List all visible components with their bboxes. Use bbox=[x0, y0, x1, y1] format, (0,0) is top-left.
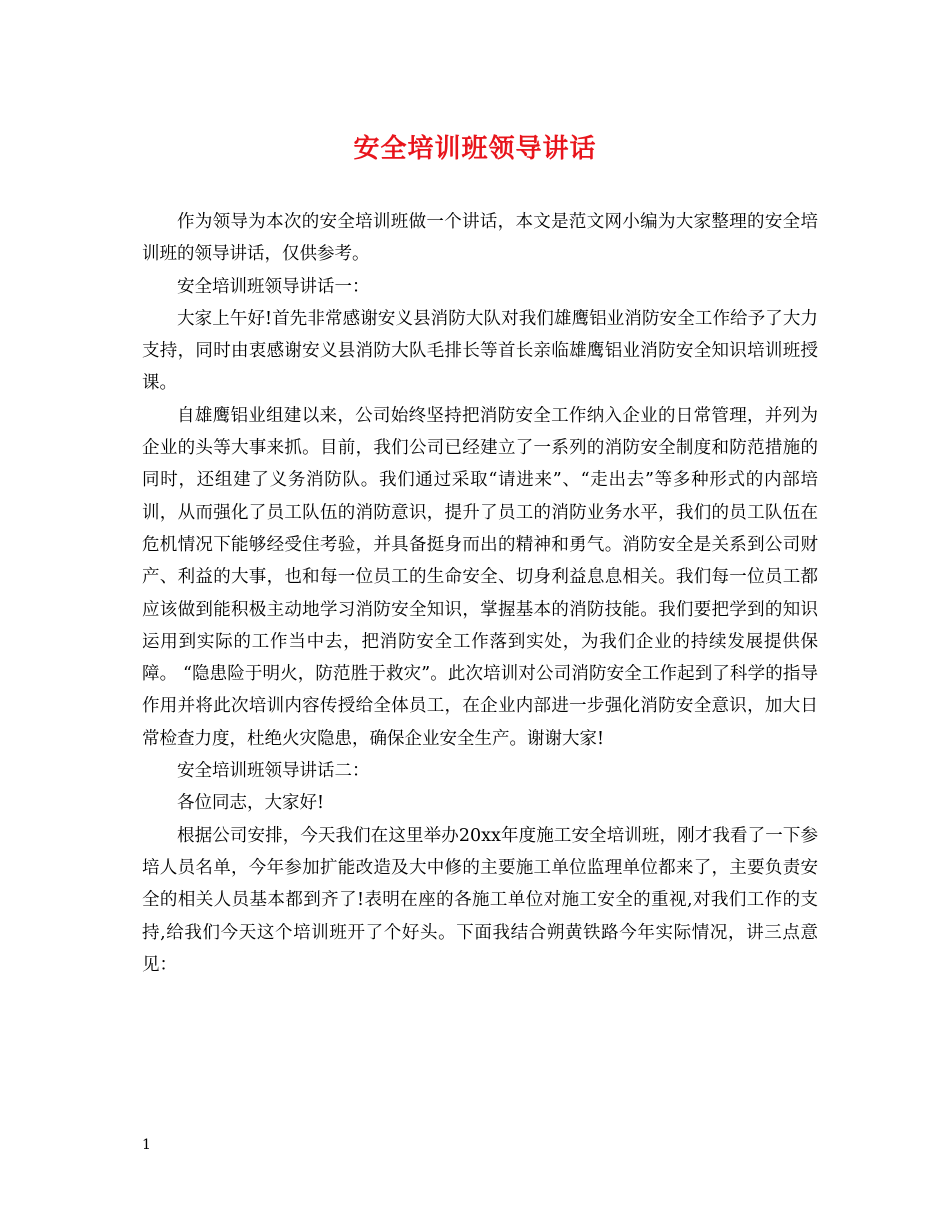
paragraph-intro: 作为领导为本次的安全培训班做一个讲话，本文是范文网小编为大家整理的安全培训班的领导讲话，仅供参考。 bbox=[142, 212, 818, 265]
paragraph-training-arrangement: 根据公司安排，今天我们在这里举办20xx年度施工安全培训班，刚才我看了一下参培人员名单，今年参加扩能改造及大中修的主要施工单位监理单位都来了，主要负责安全的相关人员基本都到齐了!表明在座的各施工单位对施工安全的重视,对我们工作的支持,给我们今天这个培训班开了个好头。下面我结合朔黄铁路今年实际情况，讲三点意见： bbox=[142, 825, 818, 975]
paragraph-speech-two-heading: 安全培训班领导讲话二： bbox=[177, 761, 370, 782]
document-body bbox=[142, 206, 818, 981]
document-title: 安全培训班领导讲话 bbox=[353, 134, 597, 164]
paragraph-fire-safety-body: 自雄鹰铝业组建以来，公司始终坚持把消防安全工作纳入企业的日常管理，并列为企业的头等大事来抓。目前，我们公司已经建立了一系列的消防安全制度和防范措施的同时，还组建了义务消防队。我们通过采取“请进来”、“走出去”等多种形式的内部培训，从而强化了员工队伍的消防意识，提升了员工的消防业务水平，我们的员工队伍在危机情况下能够经受住考验，并具备挺身而出的精神和勇气。消防安全是关系到公司财产、利益的大事，也和每一位员工的生命安全、切身利益息息相关。我们每一位员工都应该做到能积极主动地学习消防安全知识，掌握基本的消防技能。我们要把学到的知识运用到实际的工作当中去，把消防安全工作落到实处，为我们企业的持续发展提供保障。 “隐患险于明火，防范胜于救灾”。此次培训对公司消防安全工作起到了科学的指导作用并将此次培训内容传授给全体员工，在企业内部进一步强化消防安全意识，加大日常检查力度，杜绝火灾隐患，确保企业安全生产。谢谢大家! bbox=[142, 405, 818, 749]
page-number: 1 bbox=[142, 1137, 151, 1153]
paragraph-greeting-thanks: 大家上午好!首先非常感谢安义县消防大队对我们雄鹰铝业消防安全工作给予了大力支持，同时由衷感谢安义县消防大队毛排长等首长亲临雄鹰铝业消防安全知识培训班授课。 bbox=[142, 308, 818, 394]
paragraph-speech-one-heading: 安全培训班领导讲话一： bbox=[177, 276, 370, 297]
paragraph-salutation: 各位同志，大家好! bbox=[177, 793, 325, 814]
